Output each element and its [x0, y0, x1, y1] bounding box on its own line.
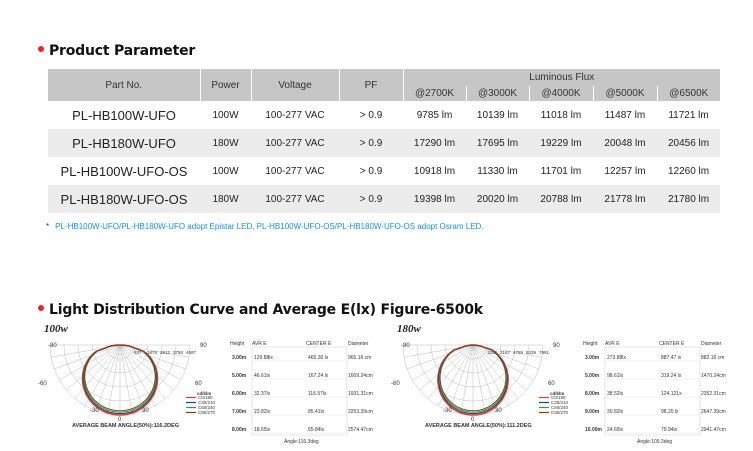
avr-header-diameter: Diameter [348, 341, 369, 347]
diameter-value: 2574.47cm [348, 427, 373, 433]
angle-label: -90 [401, 343, 410, 349]
center-value: 98.20 lx [661, 409, 679, 415]
flux-cell: 10918 lm [403, 157, 466, 185]
avr-value: 273.88lx [607, 355, 626, 361]
panel-label-100w: 100w [44, 323, 68, 335]
flux-cell: 20788 lm [529, 185, 593, 213]
voltage-cell: 100-277 VAC [251, 101, 339, 129]
angle-label: -90 [48, 343, 57, 349]
pf-cell: > 0.9 [339, 129, 403, 157]
flux-cell: 20020 lm [466, 185, 529, 213]
pf-cell: > 0.9 [339, 185, 403, 213]
power-cell: 100W [200, 157, 251, 185]
pf-cell: > 0.9 [339, 157, 403, 185]
table-row [48, 157, 720, 185]
diameter-value: 2941.47cm [701, 427, 726, 433]
diameter-value: 1470.24cm [701, 373, 726, 379]
radial-label: 937 [134, 350, 142, 355]
flux-cell: 10139 lm [466, 101, 529, 129]
header-pf: PF [339, 69, 403, 101]
avr-header-center: CENTER E [659, 341, 685, 347]
radial-label: 6339 [526, 350, 537, 355]
flux-cell: 19398 lm [403, 185, 466, 213]
diameter-value: 2352.31cm [701, 391, 726, 397]
part-cell: PL-HB100W-UFO [48, 101, 200, 129]
flux-cell: 21778 lm [593, 185, 657, 213]
flux-cell: 20048 lm [593, 129, 657, 157]
angle-label: 30 [142, 408, 149, 414]
flux-cell: 11018 lm [529, 101, 593, 129]
angle-label: -60 [391, 381, 400, 387]
table-row [48, 129, 720, 157]
table-row [48, 101, 720, 129]
angle-label: 90 [200, 343, 207, 349]
avr-value: 32.37lx [254, 391, 271, 397]
avr-value: 30.82lx [607, 409, 624, 415]
avr-header-diameter: Diameter [701, 341, 722, 347]
radial-label: 1875 [147, 350, 158, 355]
flux-cell: 17695 lm [466, 129, 529, 157]
avr-value: 24.65lx [607, 427, 624, 433]
avr-height: 8.00m [232, 427, 247, 433]
header-power: Power [200, 69, 251, 101]
avr-value: 98.61lx [607, 373, 624, 379]
header-part-no: Part No. [48, 69, 200, 101]
flux-cell: 12257 lm [593, 157, 657, 185]
header-flux-3: @5000K [593, 86, 657, 101]
flux-cell: 17290 lm [403, 129, 466, 157]
product-parameter-table [48, 69, 720, 213]
header-voltage: Voltage [251, 69, 339, 101]
avr-height: 8.00m [585, 391, 600, 397]
header-flux-4: @6500K [657, 86, 720, 101]
flux-cell: 20456 lm [657, 129, 720, 157]
avr-height: 3.00m [232, 355, 247, 361]
beam-angle-label: AVERAGE BEAM ANGLE(50%):111.2DEG [425, 423, 532, 429]
power-cell: 100W [200, 101, 251, 129]
center-value: 887.47 lx [661, 355, 682, 361]
avr-header-center: CENTER E [306, 341, 332, 347]
distribution-panel-100w [30, 335, 375, 450]
avr-height: 6.00m [232, 391, 247, 397]
table-row [48, 185, 720, 213]
avr-value: 129.88lx [254, 355, 273, 361]
part-cell: PL-HB100W-UFO-OS [48, 157, 200, 185]
power-cell: 180W [200, 129, 251, 157]
flux-cell: 11701 lm [529, 157, 593, 185]
bullet-icon [38, 305, 44, 311]
avr-value: 18.65lx [254, 427, 271, 433]
flux-cell: 19229 lm [529, 129, 593, 157]
pf-cell: > 0.9 [339, 101, 403, 129]
flux-cell: 12260 lm [657, 157, 720, 185]
angle-label: 0 [471, 417, 475, 423]
part-cell: PL-HB180W-UFO-OS [48, 185, 200, 213]
flux-cell: 21780 lm [657, 185, 720, 213]
center-value: 167.24 lx [308, 373, 329, 379]
radial-label: 1532 [487, 350, 498, 355]
radial-label: 3167 [500, 350, 511, 355]
angle-label: 60 [195, 381, 202, 387]
diameter-value: 2253.39cm [348, 409, 373, 415]
radial-label: 4755 [513, 350, 524, 355]
header-flux-2: @4000K [529, 86, 593, 101]
avr-header-avr: AVR E [252, 341, 267, 347]
unit-label: cd/klm [550, 391, 565, 396]
diameter-value: 965.16 cm [348, 355, 372, 361]
diameter-value: 882.16 cm [701, 355, 725, 361]
unit-label: cd/klm [197, 391, 212, 396]
beam-angle-label: AVERAGE BEAM ANGLE(50%):116.2DEG [72, 423, 179, 429]
avr-height: 10.00m [585, 427, 602, 433]
legend-label: C90/270 [198, 410, 216, 415]
avr-header-avr: AVR E [605, 341, 620, 347]
header-flux-0: @2700K [403, 86, 466, 101]
avr-height: 3.00m [585, 355, 600, 361]
avr-value: 46.61lx [254, 373, 271, 379]
flux-cell: 11487 lm [593, 101, 657, 129]
angle-label: -30 [443, 408, 452, 414]
legend-label: C60/240 [198, 405, 216, 410]
flux-cell: 11721 lm [657, 101, 720, 129]
header-flux-1: @3000K [466, 86, 529, 101]
angle-label: 0 [118, 417, 122, 423]
legend-label: C90/270 [551, 410, 569, 415]
angle-label: 60 [548, 381, 555, 387]
legend-label: C0/180 [551, 395, 566, 400]
center-value: 85.41lx [308, 409, 325, 415]
center-value: 319.24 lx [661, 373, 682, 379]
flux-cell: 11330 lm [466, 157, 529, 185]
distribution-panel-180w [383, 335, 748, 450]
center-value: 124.121x [661, 391, 682, 397]
panel-label-180w: 180w [397, 323, 421, 335]
legend-label: C60/240 [551, 405, 569, 410]
header-luminous-flux: Luminous Flux [403, 69, 720, 86]
product-parameter-heading: Product Parameter [38, 43, 195, 59]
led-source-note: * PL-HB100W-UFO/PL-HB180W-UFO adopt Epistar LED, PL-HB100W-UFO-OS/PL-HB180W-UFO-OS adopt Osram LED. [46, 222, 484, 231]
voltage-cell: 100-277 VAC [251, 129, 339, 157]
radial-label: 4687 [186, 350, 197, 355]
power-cell: 180W [200, 185, 251, 213]
center-value: 65.84lx [308, 427, 325, 433]
center-value: 116.57lx [308, 391, 327, 397]
voltage-cell: 100-277 VAC [251, 185, 339, 213]
avr-height: 5.00m [232, 373, 247, 379]
avr-height: 7.00m [232, 409, 247, 415]
diameter-value: 1931.31cm [348, 391, 373, 397]
diameter-value: 2647.39cm [701, 409, 726, 415]
diameter-value: 1609.24cm [348, 373, 373, 379]
avr-value: 23.82lx [254, 409, 271, 415]
legend-label: C0/180 [198, 395, 213, 400]
avr-header-height: Height [583, 341, 598, 347]
avr-value: 38.52lx [607, 391, 624, 397]
voltage-cell: 100-277 VAC [251, 157, 339, 185]
radial-label: 7991 [539, 350, 550, 355]
avr-height: 5.00m [585, 373, 600, 379]
flux-cell: 9785 lm [403, 101, 466, 129]
avr-header-height: Height [230, 341, 245, 347]
angle-label: -60 [38, 381, 47, 387]
center-value: 79.94lx [661, 427, 678, 433]
legend-label: C30/210 [198, 400, 216, 405]
angle-value: Angle:109.3deg [637, 439, 673, 445]
angle-value: Angle:116.3deg [284, 439, 319, 445]
light-distribution-heading: Light Distribution Curve and Average E(lx) Figure-6500k [38, 302, 483, 318]
part-cell: PL-HB180W-UFO [48, 129, 200, 157]
angle-label: -30 [90, 408, 99, 414]
angle-label: 30 [495, 408, 502, 414]
legend-label: C30/210 [551, 400, 569, 405]
center-value: 465.30 lx [308, 355, 329, 361]
radial-label: 2812 [160, 350, 171, 355]
bullet-icon [38, 46, 44, 52]
avr-height: 9.00m [585, 409, 600, 415]
angle-label: 90 [553, 343, 560, 349]
radial-label: 3750 [173, 350, 184, 355]
